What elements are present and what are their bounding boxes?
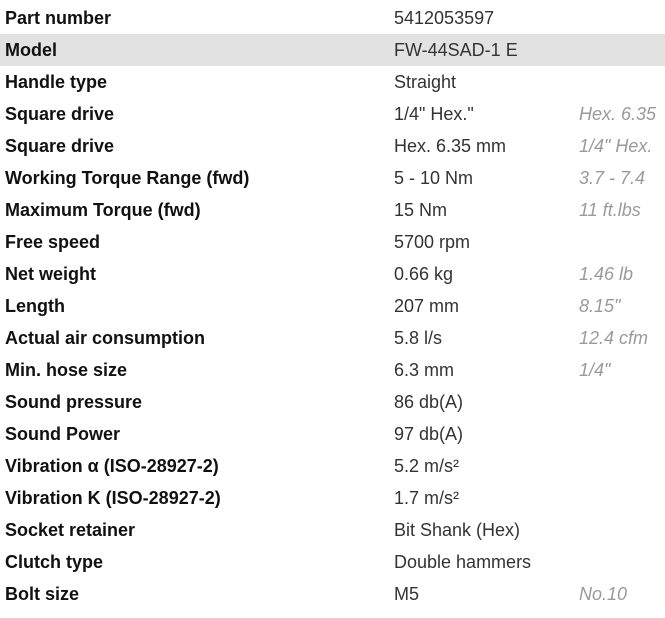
spec-row-actual-air-consumption [0,322,665,354]
spec-metric-value: Straight [394,72,457,92]
spec-metric-value: 97 db(A) [394,424,464,444]
spec-table-body [0,2,665,610]
spec-imperial-value: Hex. 6.35 [579,104,657,124]
spec-row-vibration-k [0,482,665,514]
spec-imperial-value: 1/4" [579,360,611,380]
spec-imperial-value: No.10 [579,584,628,604]
spec-row-working-torque-range [0,162,665,194]
spec-metric-value: 6.3 mm [394,360,455,380]
spec-metric-value: 5.2 m/s² [394,456,460,476]
spec-metric-value: 1/4" Hex." [394,104,474,124]
spec-metric-value: M5 [394,584,420,604]
spec-row-clutch-type [0,546,665,578]
spec-metric-value: 207 mm [394,296,460,316]
spec-metric-value: 86 db(A) [394,392,464,412]
spec-imperial-value [579,418,665,450]
spec-imperial-value [579,450,665,482]
spec-label: Maximum Torque (fwd) [5,200,201,220]
spec-imperial-value: 1/4" Hex. [579,136,653,156]
spec-metric-value: FW-44SAD-1 E [394,34,579,66]
spec-label: Square drive [5,136,115,156]
spec-label: Working Torque Range (fwd) [5,168,250,188]
spec-imperial-value: 12.4 cfm [579,328,649,348]
spec-label: Length [5,296,65,316]
spec-row-maximum-torque [0,194,665,226]
spec-imperial-value [579,482,665,514]
spec-row-min-hose-size [0,354,665,386]
spec-label: Sound pressure [5,392,143,412]
spec-imperial-value [579,226,665,258]
spec-label: Handle type [5,72,108,92]
spec-row-sound-power [0,418,665,450]
spec-metric-value: 0.66 kg [394,264,454,284]
spec-label: Square drive [5,104,115,124]
spec-imperial-value [579,2,665,34]
spec-label: Actual air consumption [5,328,206,348]
spec-row-length [0,290,665,322]
spec-label: Min. hose size [5,360,128,380]
spec-label: Socket retainer [5,520,136,540]
spec-label: Sound Power [5,424,121,444]
spec-imperial-value: 1.46 lb [579,264,634,284]
spec-row-sound-pressure [0,386,665,418]
spec-table [0,2,665,610]
spec-imperial-value [579,546,665,578]
spec-metric-value: 5412053597 [394,8,495,28]
spec-imperial-value: 11 ft.lbs [579,200,641,220]
spec-label: Part number [5,8,112,28]
spec-row-square-drive [0,130,665,162]
spec-row-net-weight [0,258,665,290]
spec-metric-value: 5700 rpm [394,232,471,252]
spec-imperial-value [579,514,665,546]
spec-metric-value: Double hammers [394,552,532,572]
spec-imperial-value: 8.15" [579,296,621,316]
spec-label: Bolt size [5,584,80,604]
spec-row-model [0,34,665,66]
spec-label: Free speed [5,232,101,252]
spec-metric-value: 15 Nm [394,200,448,220]
spec-label: Clutch type [5,552,104,572]
spec-row-part-number [0,2,665,34]
spec-label: Net weight [5,264,97,284]
spec-metric-value: Bit Shank (Hex) [394,520,521,540]
spec-label: Vibration K (ISO-28927-2) [5,488,221,508]
spec-metric-value: 5 - 10 Nm [394,168,474,188]
spec-label: Model [0,34,394,66]
spec-row-vibration-alpha [0,450,665,482]
spec-imperial-value [579,34,665,66]
spec-row-square-drive [0,98,665,130]
spec-label: Vibration α (ISO-28927-2) [5,456,219,476]
spec-metric-value: 5.8 l/s [394,328,443,348]
spec-row-bolt-size [0,578,665,610]
spec-row-handle-type [0,66,665,98]
spec-metric-value: 1.7 m/s² [394,488,460,508]
spec-row-socket-retainer [0,514,665,546]
spec-imperial-value [579,66,665,98]
spec-row-free-speed [0,226,665,258]
spec-imperial-value: 3.7 - 7.4 [579,168,646,188]
spec-metric-value: Hex. 6.35 mm [394,136,507,156]
spec-imperial-value [579,386,665,418]
